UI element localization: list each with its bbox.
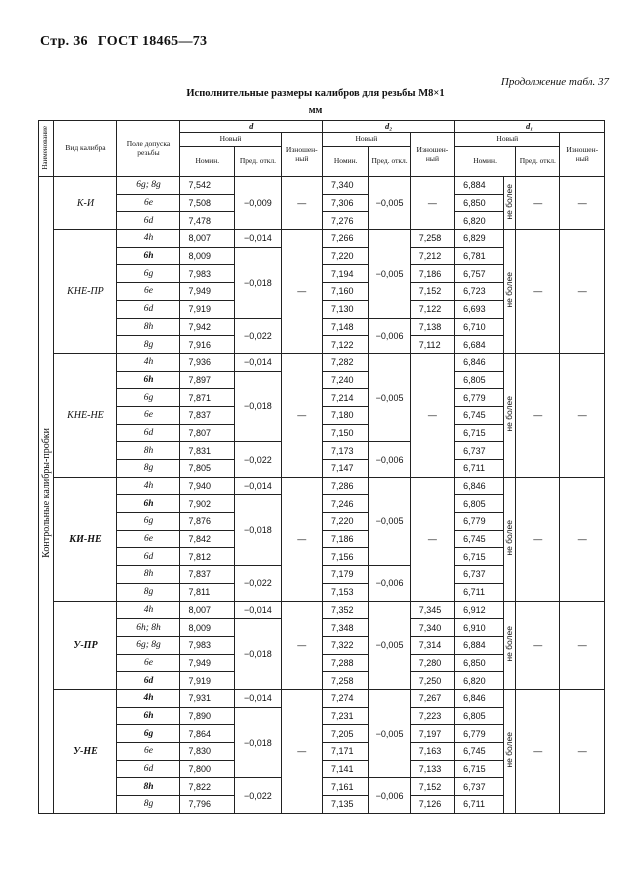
d1-deviation-header: Пред. откл. [516,147,560,177]
d-nominal: 7,796 [180,796,235,814]
d2-worn: 7,223 [410,707,454,725]
d1-worn: — [560,477,605,601]
d-deviation: −0,018 [235,619,281,690]
d-deviation-header: Пред. откл. [235,147,281,177]
d2-nominal: 7,276 [322,212,368,230]
d2-worn: 7,152 [410,283,454,301]
gauge-type-header: Вид калибра [54,121,117,177]
tolerance-field: 6e [117,194,180,212]
tolerance-field: 6g; 8g [117,636,180,654]
d1-nominal: 6,737 [455,778,504,796]
d-deviation: −0,014 [235,230,281,248]
gauge-dimensions-table [38,120,605,814]
d1-worn: — [560,230,605,354]
d-nominal: 7,931 [180,689,235,707]
d1-worn: — [560,177,605,230]
d2-worn: 7,186 [410,265,454,283]
tolerance-field: 8g [117,336,180,354]
name-header: Наименование [39,121,54,177]
page-label: Стр. 36 [40,34,88,49]
d2-worn: 7,258 [410,230,454,248]
d1-new-header: Новый [455,133,560,147]
d1-nominal: 6,781 [455,247,504,265]
d2-nominal: 7,186 [322,530,368,548]
d2-worn: 7,122 [410,300,454,318]
d1-nominal: 6,884 [455,636,504,654]
group-label-cell: Контрольные калибры-пробки [39,177,54,814]
d2-deviation: −0,005 [369,689,410,777]
d2-nominal: 7,266 [322,230,368,248]
d2-nominal: 7,246 [322,495,368,513]
d2-nominal: 7,348 [322,619,368,637]
d2-nominal: 7,153 [322,583,368,601]
d-nominal: 7,805 [180,460,235,478]
d-nominal-header: Номин. [180,147,235,177]
d1-nominal: 6,737 [455,442,504,460]
tolerance-field: 4h [117,353,180,371]
d-nominal: 7,942 [180,318,235,336]
d1-deviation: — [516,353,560,477]
tolerance-field: 6e [117,530,180,548]
d1-nominal: 6,737 [455,566,504,584]
tolerance-field: 8h [117,318,180,336]
gauge-type: КИ-НЕ [54,477,117,601]
d2-nominal: 7,282 [322,353,368,371]
d-deviation: −0,022 [235,778,281,813]
d2-worn: — [410,177,454,230]
d2-nominal: 7,240 [322,371,368,389]
d1-nominal: 6,723 [455,283,504,301]
d1-nominal: 6,710 [455,318,504,336]
d1-nominal: 6,805 [455,495,504,513]
d1-nominal: 6,745 [455,406,504,424]
tolerance-field: 6h [117,707,180,725]
tolerance-field: 6g [117,265,180,283]
d-nominal: 7,837 [180,566,235,584]
tolerance-field: 6g [117,513,180,531]
tolerance-field: 6h [117,371,180,389]
d2-deviation-header: Пред. откл. [369,147,410,177]
d2-header: d₂ [322,121,454,133]
d2-nominal: 7,274 [322,689,368,707]
d-nominal: 7,871 [180,389,235,407]
d2-worn: 7,152 [410,778,454,796]
tolerance-field: 8h [117,442,180,460]
d2-worn: 7,112 [410,336,454,354]
d1-nominal: 6,684 [455,336,504,354]
d1-nominal: 6,820 [455,212,504,230]
d-nominal: 7,936 [180,353,235,371]
tolerance-field: 4h [117,689,180,707]
tolerance-field: 4h [117,230,180,248]
d-deviation: −0,018 [235,247,281,318]
d-worn: — [281,477,322,601]
d-deviation: −0,018 [235,707,281,778]
d2-deviation: −0,005 [369,353,410,441]
d-nominal: 7,831 [180,442,235,460]
d-nominal: 7,807 [180,424,235,442]
d-deviation: −0,022 [235,318,281,353]
table-header [39,121,605,177]
d1-nominal: 6,805 [455,707,504,725]
d-nominal: 7,983 [180,265,235,283]
d2-deviation: −0,005 [369,177,410,230]
d1-limit: не более [503,477,515,601]
d2-nominal: 7,220 [322,513,368,531]
d1-nominal: 6,693 [455,300,504,318]
d1-nominal: 6,779 [455,725,504,743]
d-new-header: Новый [180,133,281,147]
d2-worn: — [410,477,454,601]
d1-nominal: 6,745 [455,743,504,761]
table-row [39,601,605,619]
d-nominal: 7,800 [180,760,235,778]
d2-worn: 7,280 [410,654,454,672]
tolerance-field: 8h [117,778,180,796]
d2-nominal: 7,288 [322,654,368,672]
d2-nominal: 7,258 [322,672,368,690]
page-header [40,34,207,50]
d2-nominal: 7,161 [322,778,368,796]
d2-nominal: 7,352 [322,601,368,619]
table-row [39,689,605,707]
d-nominal: 7,919 [180,672,235,690]
d-nominal: 7,919 [180,300,235,318]
d2-nominal: 7,220 [322,247,368,265]
d2-nominal: 7,147 [322,460,368,478]
d-deviation: −0,014 [235,353,281,371]
gauge-type: КНЕ-ПР [54,230,117,354]
d-deviation: −0,009 [235,177,281,230]
d1-nominal: 6,711 [455,583,504,601]
d2-deviation: −0,005 [369,230,410,318]
tolerance-field: 6d [117,424,180,442]
table-title: Исполнительные размеры калибров для резьбы М8×1 [186,88,445,99]
table-row [39,353,605,371]
d1-nominal: 6,715 [455,760,504,778]
d2-nominal: 7,322 [322,636,368,654]
tolerance-field: 6d [117,672,180,690]
d1-nominal: 6,779 [455,513,504,531]
tolerance-field: 6e [117,743,180,761]
d1-limit: не более [503,230,515,354]
d-nominal: 7,876 [180,513,235,531]
d2-nominal: 7,122 [322,336,368,354]
d1-deviation: — [516,230,560,354]
tolerance-field: 6d [117,760,180,778]
d2-worn: 7,126 [410,796,454,814]
tolerance-field: 8g [117,583,180,601]
tolerance-field: 8g [117,796,180,814]
d-nominal: 7,478 [180,212,235,230]
d2-nominal-header: Номин. [322,147,368,177]
d1-nominal: 6,745 [455,530,504,548]
d2-worn: 7,340 [410,619,454,637]
tolerance-field: 6h [117,247,180,265]
d-nominal: 7,864 [180,725,235,743]
d-header: d [180,121,323,133]
d2-nominal: 7,179 [322,566,368,584]
d-deviation: −0,018 [235,371,281,442]
table-row [39,477,605,495]
tolerance-field: 6e [117,654,180,672]
d2-nominal: 7,150 [322,424,368,442]
d2-nominal: 7,148 [322,318,368,336]
d-nominal: 8,009 [180,619,235,637]
tolerance-field: 4h [117,601,180,619]
tolerance-field: 6e [117,406,180,424]
d2-worn: 7,197 [410,725,454,743]
d-nominal: 8,007 [180,601,235,619]
d2-nominal: 7,135 [322,796,368,814]
d1-nominal: 6,910 [455,619,504,637]
d-deviation: −0,022 [235,566,281,601]
d1-header: d₁ [455,121,605,133]
d2-deviation: −0,006 [369,778,410,813]
tolerance-field: 4h [117,477,180,495]
d1-limit: не более [503,689,515,813]
table-row [39,177,605,195]
d-nominal: 8,009 [180,247,235,265]
d1-nominal: 6,805 [455,371,504,389]
d1-nominal: 6,850 [455,654,504,672]
d2-nominal: 7,205 [322,725,368,743]
d1-nominal: 6,820 [455,672,504,690]
d1-nominal: 6,715 [455,548,504,566]
d-worn: — [281,689,322,813]
d-nominal: 8,007 [180,230,235,248]
d2-worn: 7,267 [410,689,454,707]
d1-nominal-header: Номин. [455,147,516,177]
d1-nominal: 6,829 [455,230,504,248]
d-worn: — [281,353,322,477]
d2-nominal: 7,160 [322,283,368,301]
d1-nominal: 6,912 [455,601,504,619]
d2-deviation: −0,005 [369,477,410,565]
tolerance-field: 6d [117,548,180,566]
d-nominal: 7,902 [180,495,235,513]
d2-worn: 7,250 [410,672,454,690]
d-worn: — [281,601,322,689]
gauge-type: КНЕ-НЕ [54,353,117,477]
tolerance-field: 6g; 8g [117,177,180,195]
d-nominal: 7,890 [180,707,235,725]
d2-nominal: 7,340 [322,177,368,195]
d-nominal: 7,949 [180,283,235,301]
continuation-label: Продолжение табл. 37 [500,76,609,88]
d-nominal: 7,830 [180,743,235,761]
tolerance-field: 6h [117,495,180,513]
d1-limit: не более [503,353,515,477]
d-nominal: 7,508 [180,194,235,212]
d2-nominal: 7,194 [322,265,368,283]
tolerance-field: 8g [117,460,180,478]
table-row [39,230,605,248]
tolerance-field: 6g [117,725,180,743]
d2-deviation: −0,006 [369,566,410,601]
d-nominal: 7,842 [180,530,235,548]
d2-worn-header: Изношен-ный [410,133,454,177]
d-nominal: 7,812 [180,548,235,566]
d-nominal: 7,837 [180,406,235,424]
d2-nominal: 7,214 [322,389,368,407]
d1-worn: — [560,601,605,689]
d-deviation: −0,018 [235,495,281,566]
d-deviation: −0,014 [235,689,281,707]
tolerance-field: 6d [117,212,180,230]
table-body [39,177,605,814]
d1-nominal: 6,711 [455,460,504,478]
d2-deviation: −0,006 [369,318,410,353]
d2-worn: — [410,353,454,477]
d-nominal: 7,897 [180,371,235,389]
d1-nominal: 6,757 [455,265,504,283]
d2-nominal: 7,306 [322,194,368,212]
tolerance-field: 8h [117,566,180,584]
d1-deviation: — [516,601,560,689]
d1-nominal: 6,846 [455,353,504,371]
d-deviation: −0,014 [235,477,281,495]
d2-nominal: 7,180 [322,406,368,424]
d2-worn: 7,212 [410,247,454,265]
d1-limit: не более [503,177,515,230]
d1-nominal: 6,850 [455,194,504,212]
gauge-type: К-И [54,177,117,230]
d-nominal: 7,949 [180,654,235,672]
d2-nominal: 7,231 [322,707,368,725]
d-worn: — [281,230,322,354]
d-deviation: −0,022 [235,442,281,477]
d-nominal: 7,822 [180,778,235,796]
d2-worn: 7,138 [410,318,454,336]
d2-worn: 7,133 [410,760,454,778]
d1-deviation: — [516,477,560,601]
d2-worn: 7,163 [410,743,454,761]
d-worn-header: Изношен-ный [281,133,322,177]
d2-nominal: 7,156 [322,548,368,566]
d-nominal: 7,983 [180,636,235,654]
d2-worn: 7,345 [410,601,454,619]
d2-nominal: 7,130 [322,300,368,318]
tolerance-field: 6e [117,283,180,301]
d1-nominal: 6,884 [455,177,504,195]
d1-nominal: 6,846 [455,477,504,495]
tolerance-field: 6h; 8h [117,619,180,637]
d1-nominal: 6,779 [455,389,504,407]
d1-deviation: — [516,689,560,813]
d-nominal: 7,940 [180,477,235,495]
d1-nominal: 6,715 [455,424,504,442]
d2-deviation: −0,006 [369,442,410,477]
d2-new-header: Новый [322,133,410,147]
d2-nominal: 7,171 [322,743,368,761]
d-deviation: −0,014 [235,601,281,619]
d2-deviation: −0,005 [369,601,410,689]
tolerance-field: 6d [117,300,180,318]
d-worn: — [281,177,322,230]
d1-nominal: 6,846 [455,689,504,707]
standard-number: ГОСТ 18465—73 [97,34,208,49]
gauge-type: У-ПР [54,601,117,689]
d2-nominal: 7,173 [322,442,368,460]
d2-worn: 7,314 [410,636,454,654]
d2-nominal: 7,141 [322,760,368,778]
d1-limit: не более [503,601,515,689]
d-nominal: 7,811 [180,583,235,601]
units-label: мм [308,105,323,116]
d-nominal: 7,916 [180,336,235,354]
d2-nominal: 7,286 [322,477,368,495]
gauge-type: У-НЕ [54,689,117,813]
d1-worn: — [560,353,605,477]
tolerance-field: 6g [117,389,180,407]
d1-worn-header: Изношен-ный [560,133,605,177]
d1-deviation: — [516,177,560,230]
d-nominal: 7,542 [180,177,235,195]
d1-nominal: 6,711 [455,796,504,814]
d1-worn: — [560,689,605,813]
tolerance-field-header: Поле допуска резьбы [117,121,180,177]
